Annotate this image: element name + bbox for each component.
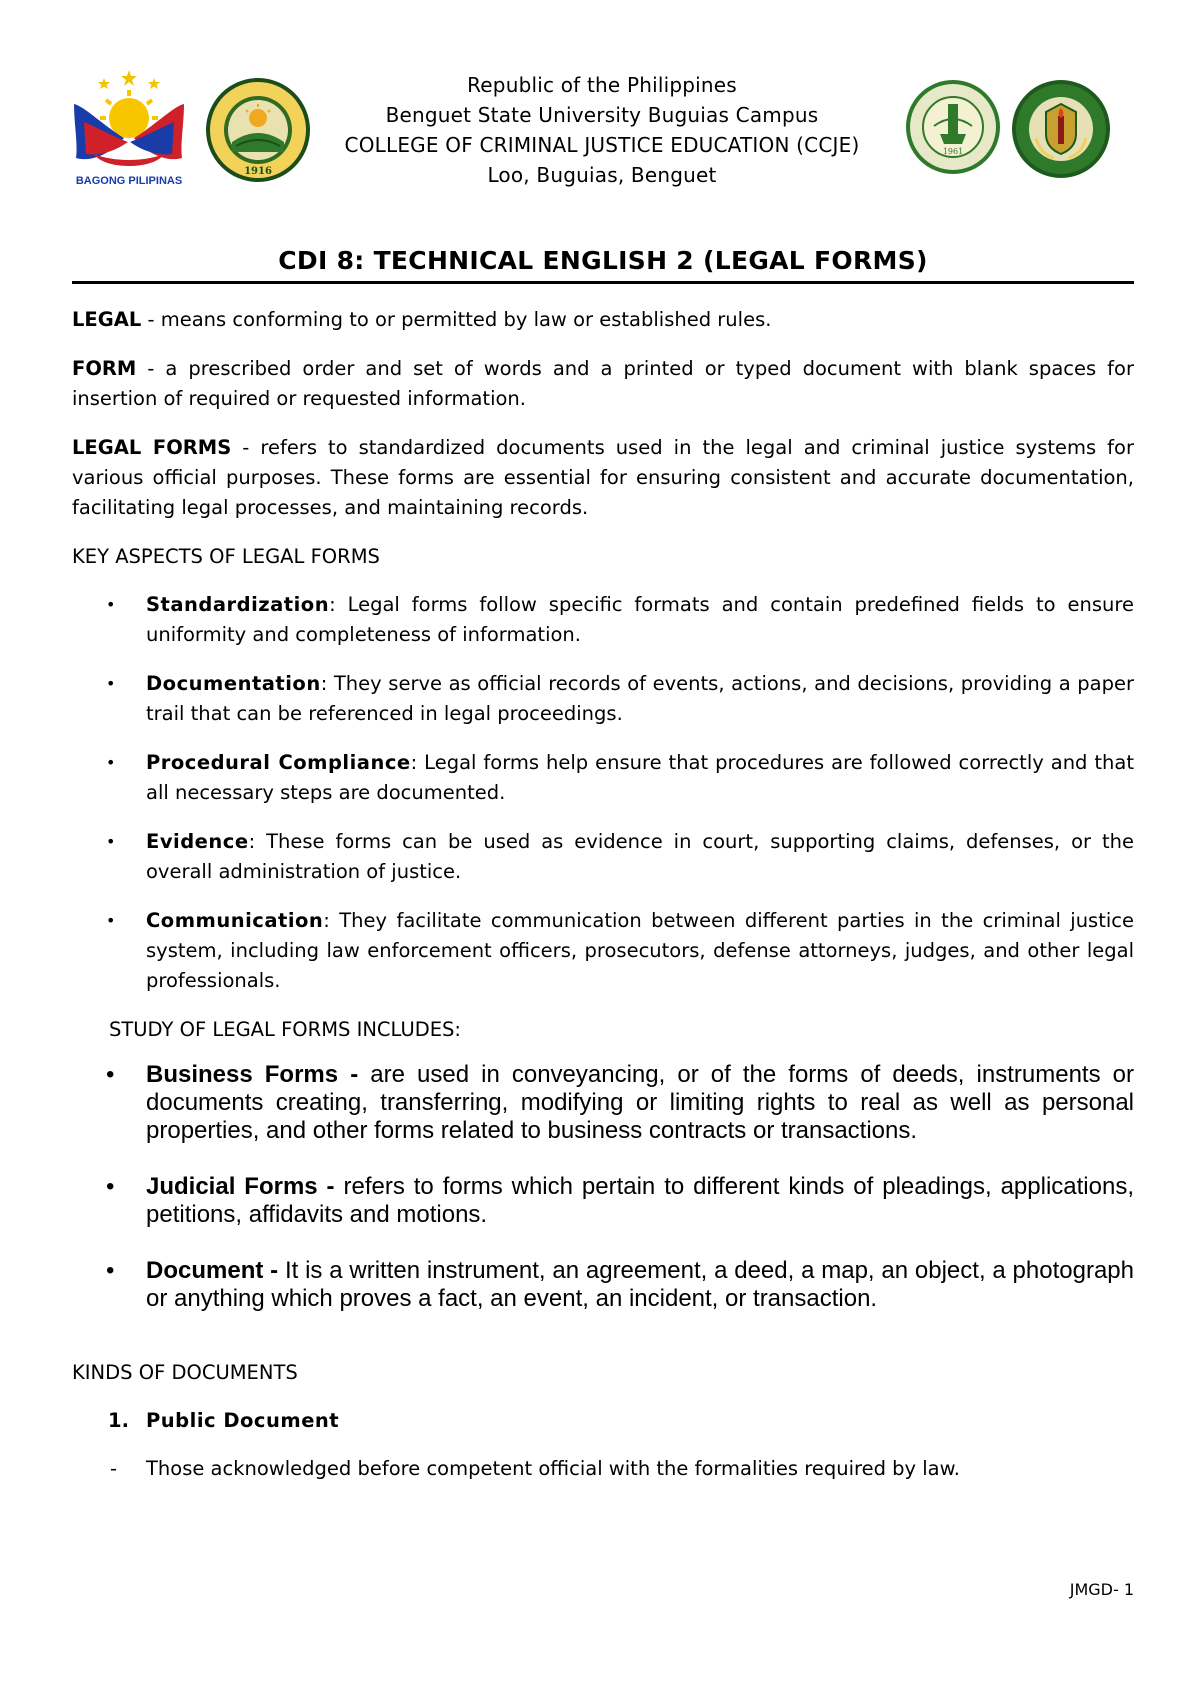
list-item [72, 590, 1134, 650]
bsu-buguias-seal-year: 1961 [942, 147, 964, 156]
aspect-term: Documentation [146, 672, 321, 695]
aspect-text: : They serve as official records of events, actions, and decisions, providing a paper trail that can be referenced in legal proceedings. [146, 672, 1134, 725]
dash-marker: - [110, 1457, 118, 1480]
definition-text: - means conforming to or permitted by law or established rules. [141, 308, 772, 331]
list-item [72, 748, 1134, 808]
bullet-icon: • [106, 832, 116, 851]
header-line-address: Loo, Buguias, Benguet [487, 163, 717, 187]
definition-form [72, 354, 1134, 414]
aspect-text: : Legal forms help ensure that procedures are followed correctly and that all necessary steps are documented. [146, 751, 1134, 804]
bullet-icon: • [106, 595, 116, 614]
list-item [72, 827, 1134, 887]
study-text: refers to forms which pertain to different kinds of pleadings, applications, petitions, affidavits and motions. [146, 1173, 1134, 1228]
list-item [72, 906, 1134, 996]
aspect-term: Evidence [146, 830, 249, 853]
bullet-icon: • [106, 1061, 115, 1088]
list-item [72, 1173, 1134, 1229]
item-number: 1. [108, 1409, 129, 1432]
study-heading: STUDY OF LEGAL FORMS INCLUDES: [109, 1018, 461, 1041]
kinds-of-documents-heading: KINDS OF DOCUMENTS [72, 1361, 298, 1384]
definition-term: LEGAL FORMS [72, 436, 232, 459]
definition-legal [72, 305, 1134, 335]
title-underline [72, 281, 1134, 284]
page-title: CDI 8: TECHNICAL ENGLISH 2 (LEGAL FORMS) [278, 246, 928, 275]
definition-text: - a prescribed order and set of words and a printed or typed document with blank spaces for insertion of required or requested information. [72, 357, 1134, 410]
list-item [72, 1061, 1134, 1145]
document-body [72, 305, 1134, 1484]
definition-term: LEGAL [72, 308, 142, 331]
item-description: Those acknowledged before competent official with the formalities required by law. [146, 1457, 960, 1480]
aspect-text: : Legal forms follow specific formats and contain predefined fields to ensure uniformity and completeness of information. [146, 593, 1134, 646]
aspect-term: Procedural Compliance [146, 751, 411, 774]
document-page [72, 0, 1134, 1696]
institution-header [312, 70, 892, 190]
item-label: Public Document [146, 1409, 340, 1432]
ccje-seal [1010, 78, 1112, 180]
key-aspects-heading: KEY ASPECTS OF LEGAL FORMS [72, 545, 380, 568]
header-line-country: Republic of the Philippines [467, 73, 737, 97]
aspect-term: Communication [146, 909, 324, 932]
bagong-pilipinas-wordmark: BAGONG PILIPINAS [75, 175, 183, 187]
study-list [72, 1061, 1134, 1313]
bsu-buguias-campus-seal [904, 78, 1002, 176]
benguet-state-university-seal [204, 76, 312, 184]
bullet-icon: • [106, 1173, 115, 1200]
bullet-icon: • [106, 911, 116, 930]
aspect-term: Standardization [146, 593, 330, 616]
list-item [72, 1257, 1134, 1313]
study-text: It is a written instrument, an agreement, a deed, a map, an object, a photograph or anything which proves a fact, an event, an incident, or transaction. [146, 1257, 1135, 1312]
definition-legal-forms [72, 433, 1134, 523]
bsu-seal-year: 1916 [244, 166, 272, 177]
definition-term: FORM [72, 357, 137, 380]
bullet-icon: • [106, 753, 116, 772]
definition-text: - refers to standardized documents used in the legal and criminal justice systems for various official purposes. These forms are essential for ensuring consistent and accurate documentation, facilitating legal processes, and maintaining records. [72, 436, 1134, 519]
study-term: Business Forms - [146, 1061, 359, 1088]
bagong-pilipinas-logo [64, 66, 194, 190]
study-text: are used in conveyancing, or of the forms of deeds, instruments or documents creating, transferring, modifying or limiting rights to real as well as personal properties, and other forms related to business contracts or transactions. [146, 1061, 1134, 1144]
header-line-college: COLLEGE OF CRIMINAL JUSTICE EDUCATION (CCJE) [344, 133, 860, 157]
numbered-item [72, 1406, 1134, 1436]
page-footer: JMGD- 1 [1069, 1580, 1134, 1599]
dash-item [72, 1454, 1134, 1484]
key-aspects-list [72, 590, 1134, 996]
list-item [72, 669, 1134, 729]
letterhead [72, 58, 1134, 198]
header-line-university: Benguet State University Buguias Campus [385, 103, 819, 127]
aspect-text: : These forms can be used as evidence in court, supporting claims, defenses, or the overall administration of justice. [146, 830, 1134, 883]
study-term: Document - [146, 1257, 279, 1284]
study-term: Judicial Forms - [146, 1173, 335, 1200]
bullet-icon: • [106, 674, 116, 693]
aspect-text: : They facilitate communication between different parties in the criminal justice system, including law enforcement officers, prosecutors, defense attorneys, judges, and other legal professionals. [146, 909, 1134, 992]
bullet-icon: • [106, 1257, 115, 1284]
